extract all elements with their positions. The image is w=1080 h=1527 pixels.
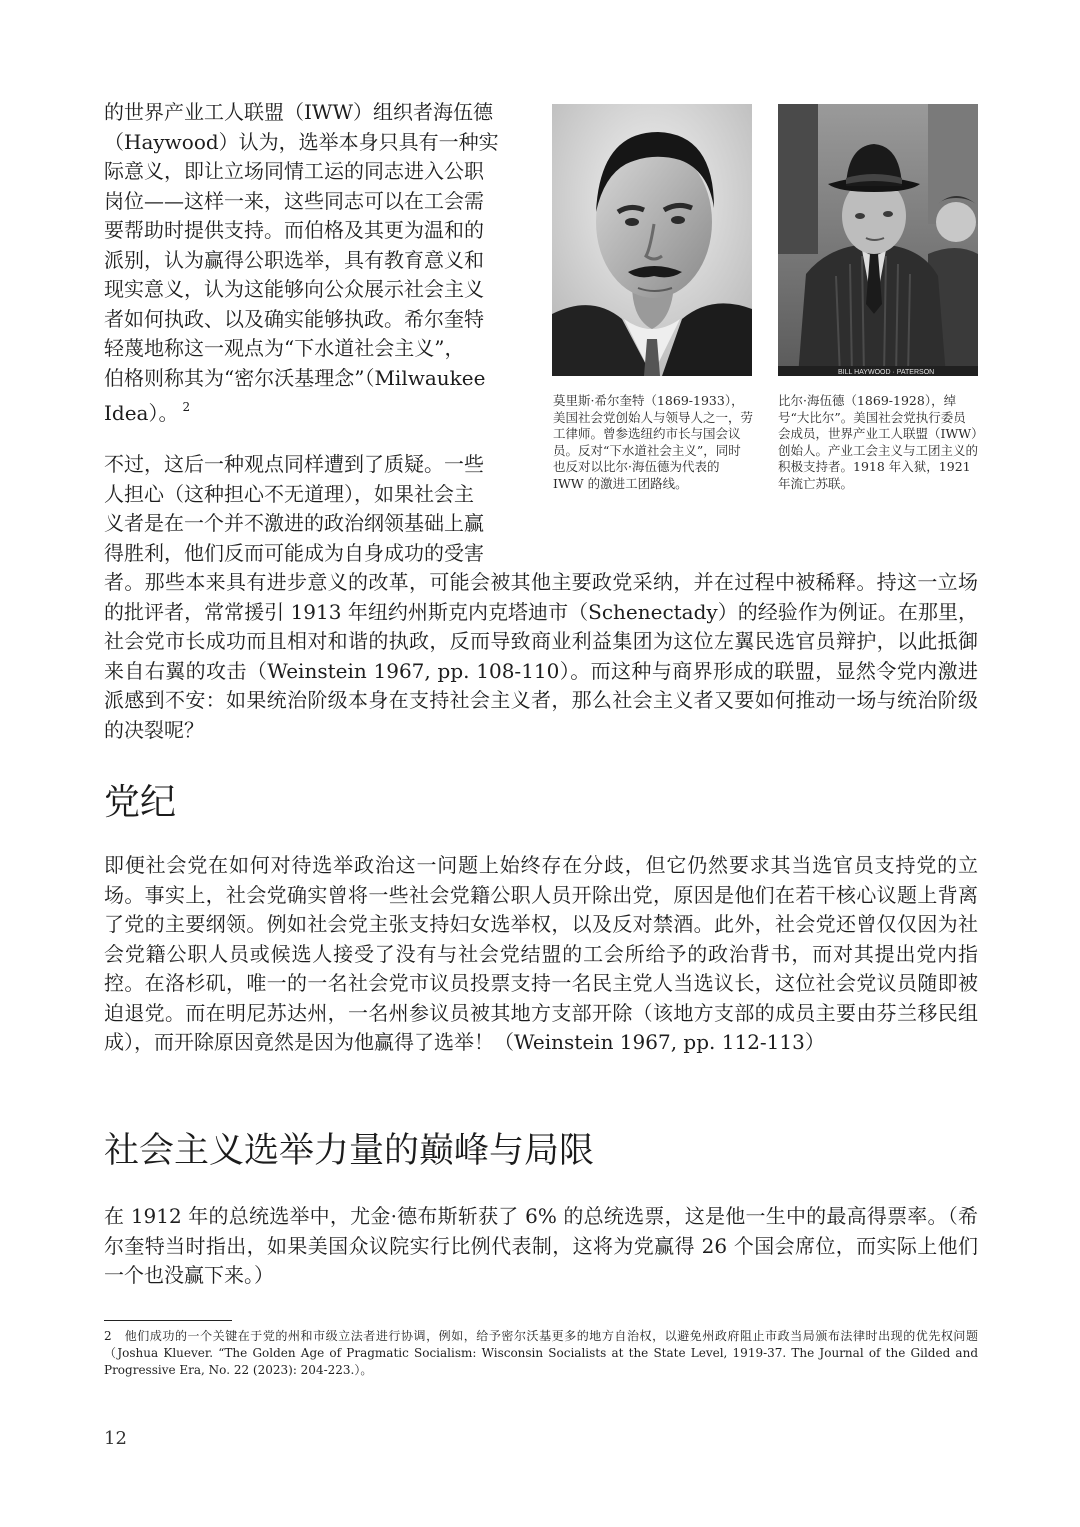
photo-inscription: BILL HAYWOOD · PATERSON bbox=[838, 369, 935, 376]
hillquit-portrait-image bbox=[552, 104, 752, 376]
hillquit-portrait bbox=[552, 104, 752, 376]
intro-line: 要帮助时提供支持。而伯格及其更为温和的 bbox=[104, 218, 484, 242]
schenectady-paragraph bbox=[104, 450, 978, 745]
page-number: 12 bbox=[104, 1428, 127, 1449]
intro-line: 现实意义，认为这能够向公众展示社会主义 bbox=[104, 277, 484, 301]
intro-paragraph bbox=[104, 98, 526, 429]
intro-line: 的世界产业工人联盟（IWW）组织者海伍德 bbox=[104, 100, 494, 124]
intro-line: 伯格则称其为“密尔沃基理念”（Milwaukee bbox=[104, 365, 486, 390]
intro-line-text: Idea）。 bbox=[104, 401, 179, 425]
peak-paragraph: 在 1912 年的总统选举中，尤金·德布斯斩获了 6% 的总统选票，这是他一生中的最高得票率。（希尔奎特当时指出，如果美国众议院实行比例代表制，这将为党赢得 26 个国会席位，而实际上他们一个也没赢下来。） bbox=[104, 1204, 978, 1287]
discipline-paragraph: 即便社会党在如何对待选举政治这一问题上始终存在分歧，但它仍然要求其当选官员支持党的立场。事实上，社会党确实曾将一些社会党籍公职人员开除出党，原因是他们在若干核心议题上背离了党的主要纲领。例如社会党主张支持妇女选举权，以及反对禁酒。此外，社会党还曾仅仅因为社会党籍公职人员或候选人接受了没有与社会党结盟的工会所给予的政治背书，而对其提出党内指控。在洛杉矶，唯一的一名社会党市议员投票支持一名民主党人当选议长，这位社会党议员随即被迫退党。而在明尼苏达州，一名州参议员被其地方支部开除（该地方支部的成员主要由芬兰移民组成），而开除原因竟然是因为他赢得了选举！（Weinstein 1967, pp. 112-113） bbox=[104, 853, 978, 1054]
intro-line: 际意义，即让立场同情工运的同志进入公职 bbox=[104, 159, 484, 183]
intro-line: （Haywood）认为，选举本身只具有一种实 bbox=[104, 129, 499, 154]
intro-line bbox=[104, 393, 526, 429]
intro-line: 派别，认为赢得公职选举，具有教育意义和 bbox=[104, 247, 484, 272]
footnote-2: 2 他们成功的一个关键在于党的州和市级立法者进行协调，例如，给予密尔沃基更多的地方自治权，以避免州政府阻止市政当局颁布法律时出现的优先权问题（Joshua Kluever. “The Golden Age of Pragmatic Socialism: Wisconsin Socialists at the State Level, 1919-37. The Journal of the Gilded and Progressive Era, No. 22 (2023): 204-223.）。 bbox=[104, 1329, 978, 1377]
paragraph-line: 人担心（这种担心不无道理），如果社会主 bbox=[104, 481, 474, 506]
haywood-portrait-image bbox=[778, 104, 978, 376]
section-heading-peak: 社会主义选举力量的巅峰与局限 bbox=[104, 1131, 595, 1171]
paragraph-line: 义者是在一个并不激进的政治纲领基础上赢 bbox=[104, 511, 484, 535]
intro-line: 者如何执政、以及确实能够执政。希尔奎特 bbox=[104, 306, 484, 331]
footnote-divider bbox=[104, 1320, 232, 1321]
haywood-portrait bbox=[778, 104, 978, 376]
haywood-caption: 比尔·海伍德（1869-1928），绰号“大比尔”。美国社会党执行委员会成员，世界产业工人联盟（IWW）创始人。产业工会主义与工团主义的积极支持者。1918 年入狱，1921 年流亡苏联。 bbox=[778, 393, 979, 491]
paragraph-line: 不过，这后一种观点同样遭到了质疑。一些 bbox=[104, 452, 484, 476]
intro-line: 轻蔑地称这一观点为“下水道社会主义”， bbox=[104, 336, 465, 360]
paragraph-rest: 者。那些本来具有进步意义的改革，可能会被其他主要政党采纳，并在过程中被稀释。持这一立场的批评者，常常援引 1913 年纽约州斯克内克塔迪市（Schenectady）的经验作为例证。在那里，社会党市长成功而且相对和谐的执政，反而导致商业利益集团为这位左翼民选官员辩护，以此抵御来自右翼的攻击（Weinstein 1967, pp. 108-110）。而这种与商界形成的联盟，显然令党内激进派感到不安：如果统治阶级本身在支持社会主义者，那么社会主义者又要如何推动一场与统治阶级的决裂呢？ bbox=[104, 570, 978, 742]
hillquit-caption: 莫里斯·希尔奎特（1869-1933），美国社会党创始人与领导人之一，劳工律师。曾参选纽约市长与国会议员。反对“下水道社会主义”，同时也反对以比尔·海伍德为代表的 IWW 的激进工团路线。 bbox=[553, 393, 754, 491]
intro-line: 岗位——这样一来，这些同志可以在工会需 bbox=[104, 188, 484, 213]
paragraph-line: 得胜利，他们反而可能成为自身成功的受害 bbox=[104, 540, 484, 565]
section-heading-discipline: 党纪 bbox=[104, 782, 177, 823]
footnote-reference[interactable]: 2 bbox=[182, 400, 191, 414]
